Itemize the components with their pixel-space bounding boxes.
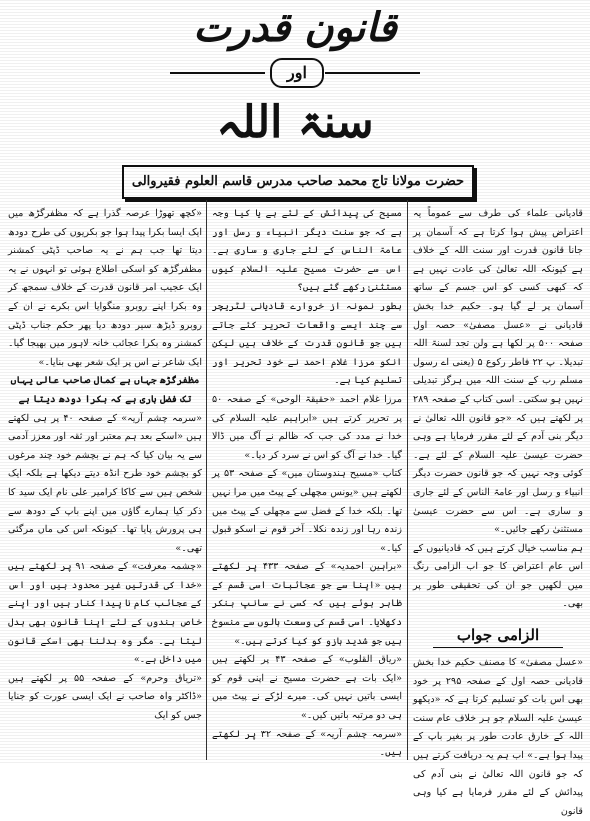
paragraph: «چشمہ معرفت» کے صفحہ ۹۱ پر لکھتے ہیں «خدا کی قدرتیں غیر محدود ہیں اور اس کے عجائب کام نا پیدا کنار ہیں اور اپنے خاص بندوں کے لئے اپنا قانون بھی بدل لیتا ہے۔ مگر وہ بدلنا بھی اسکے قانون میں داخل ہے۔» [8,561,202,666]
paragraph: کتاب «مسیح ہندوستان میں» کے صفحہ ۵۳ پر لکھتے ہیں «یونس مچھلی کے پیٹ میں مرا نہیں تھا۔ بلکہ خدا کے فضل سے مچھلی کے پیٹ میں زندہ رہا اور زندہ نکلا۔ آخر قوم نے اسکو قبول کیا۔» [212,468,402,554]
paragraph: «کچھ تھوڑا عرصہ گذرا ہے کہ مظفرگڑھ میں ایک ایسا بکرا پیدا ہوا جو بکریوں کی طرح دودھ دیتا تھا جب ہم نے یہ صاحب ڈپٹی کمشنر مظفرگڑھ کو اسکی اطلاع ہوئی تو انہوں نے یہ ایک عجیب امر قانون قدرت کے خلاف سمجھ کر وہ بکرا اپنے روبرو منگوایا اس بکرے نے ان کے روبرو ڈیڑھ سیر دودھ دیا پھر حکم جناب ڈپٹی کمشنر وہ بکرا عجائب خانہ لاہور میں بھیجا گیا۔ ایک شاعر نے اس پر ایک شعر بھی بنایا۔» [8,208,202,368]
section-subhead: الزامی جواب [456,626,540,645]
column-divider-left [206,200,207,760]
paragraph: «سرمہ چشم آریہ» کے صفحہ ۴۰ پر ہی لکھتے ہیں «اسکے بعد ہم معتبر اور ثقہ اور معزز آدمی سے یہ بیان کیا کہ ہم نے بچشم خود چند مرغوں کو بچشم خود طرح انڈہ دیتے دیکھا ہے بلکہ ایک شخص ہیں سے کاکا کرامیر علی نام ایک سید کا ذکر کیا ہمارے گاؤں میں اپنے باپ کے دودھ سے ہی پرورش پایا تھا۔ کیونکہ اس کی ماں مرگئی تھی۔» [8,412,202,554]
title-bottom: سنۃ اللہ [216,97,374,148]
paragraph: بطور نمونہ از خروارے قادیانی لٹریچر سے چند ایسے واقعات تحریر کئے جاتے ہیں جو قانون قدرت کے خلاف ہیں لیکن انکو مرزا غلام احمد نے خود تحریر اور تسلیم کیا ہے۔ [212,300,402,387]
paragraph: ہم مناسب خیال کرتے ہیں کہ قادیانیوں کے اس عام اعتراض کا جو اب الزامی رنگ میں لکھیں جو ان کی تحقیقی طور پر بھی۔ [413,542,583,610]
column-right [413,205,584,817]
subhead-wrap [413,620,583,650]
paragraph: مرزا غلام احمد «حقیقۃ الوحی» کے صفحہ ۵۰ پر تحریر کرتے ہیں «ابراہیم علیہ السلام کی خدا نے مدد کی جب کہ ظالم نے آگ میں ڈالا گیا۔ خدا نے آگ کو اس نے سرد کر دیا۔» [212,393,402,461]
paragraph: «تریاق وحرم» کے صفحہ ۵۵ پر لکھتے ہیں «ڈاکٹر واہ صاحب نے ایک ایسی عورت کو جنایا جس کو ایک [8,672,202,722]
paragraph: «سرمہ چشم آریہ» کے صفحہ ۳۲ پر لکھتے ہیں۔ [212,728,403,759]
paragraph: «عسل مصفیٰ» کا مصنف حکیم خدا بخش قادیانی حصہ اول کے صفحہ ۲۹۵ پر خود بھی اس بات کو تسلیم کرتا ہے کہ «دیکھو عیسیٰ علیہ السلام جو ہر خلاف عام سنت اللہ کے خارق عادت طور پر بغیر باپ کے پیدا ہوا ہے۔» اب ہم یہ دریافت کرتے ہیں کہ جو قانون اللہ تعالیٰ نے بنی آدم کی پیدائش کے لئے مقرر فرمایا ہے کیا وہی قانون [413,657,583,817]
ornament-line-right [325,72,420,74]
ornament-line-left [170,72,265,74]
verse: مظفرگڑھ جہاں ہے کمال صاحب عالی یہاں تک فضل باری ہے کہ بکرا دودھ دیتا ہے [10,375,200,405]
column-divider-right [407,200,408,760]
paragraph: «براہین احمدیہ» کے صفحہ ۴۳۳ پر لکھتے ہیں «اپنا سے جو عجائبات اسی قسم کے ظاہر ہوئے ہیں کہ کسی نے سانپ بنکر دکھلایا۔ اسی قسم کی وسعت بالوں سے منسوخ ہیں جو شدید بازو کو کیا کرتے ہیں۔» [212,561,402,647]
paragraph: مسیح کی پیدائش کے لئے ہے یا کیا وجہ ہے کہ جو سنت دیگر انبیاء و رسل اور عامۃ الناس کے لئے جاری و ساری ہے۔ اس سے حضرت مسیح علیہ السلام کیوں مستثنیٰ رکھے گئے ہیں؟ [212,208,402,294]
column-left [8,205,202,762]
column-middle [212,205,402,762]
title-top: قانون قدرت [193,4,397,51]
title-conjunction: اور [270,58,324,88]
paragraph: «ریاق القلوب» کے صفحہ ۴۳ پر لکھتے ہیں «ایک بات ہے حضرت مسیح نے اپنی قوم کو ایسی باتیں نہیں کی۔ میرے لڑکے نے پیٹ میں ہی دو مرتبہ باتیں کیں۔» [212,654,403,722]
masthead [150,4,440,156]
paragraph: قادیانی علماء کی طرف سے عموماً یہ اعتراض پیش ہوا کرتا ہے کہ آسمان پر جانا قانون قدرت اور سنت اللہ کے خلاف ہے کیونکہ اللہ تعالیٰ کی عادت نہیں ہے کہ کبھی کسی کو اس جسم کے ساتھ آسمان پر لے گیا ہو۔ حکیم خدا بخش قادیانی نے «عسل مصفیٰ» حصہ اول صفحہ ۵۰۰ پر لکھا ہے ولن تجد لسنۃ اللہ تبدیلا۔ پ ۲۲ فاطر رکوع ۵ (یعنی اے رسول مسلم رب کے سنت اللہ میں ہرگز تبدیلی نہیں ہو سکتی۔ اسی کتاب کے صفحہ ۲۸۹ پر لکھتے ہیں کہ «جو قانون اللہ تعالیٰ نے دیگر بنی آدم کے لئے مقرر فرمایا ہے وہی حضرت عیسیٰ علیہ السلام کے لئے ہے۔ کوئی وجہ نہیں کہ جو قانون حضرت دیگر انبیاء و رسل اور عامۃ الناس کے لئے جاری و ساری ہے۔ اس سے حضرت عیسیٰ مستثنیٰ رکھے جائیں۔» [413,208,584,536]
author-byline: حضرت مولانا تاج محمد صاحب مدرس قاسم العلوم فقیروالی [122,165,474,199]
